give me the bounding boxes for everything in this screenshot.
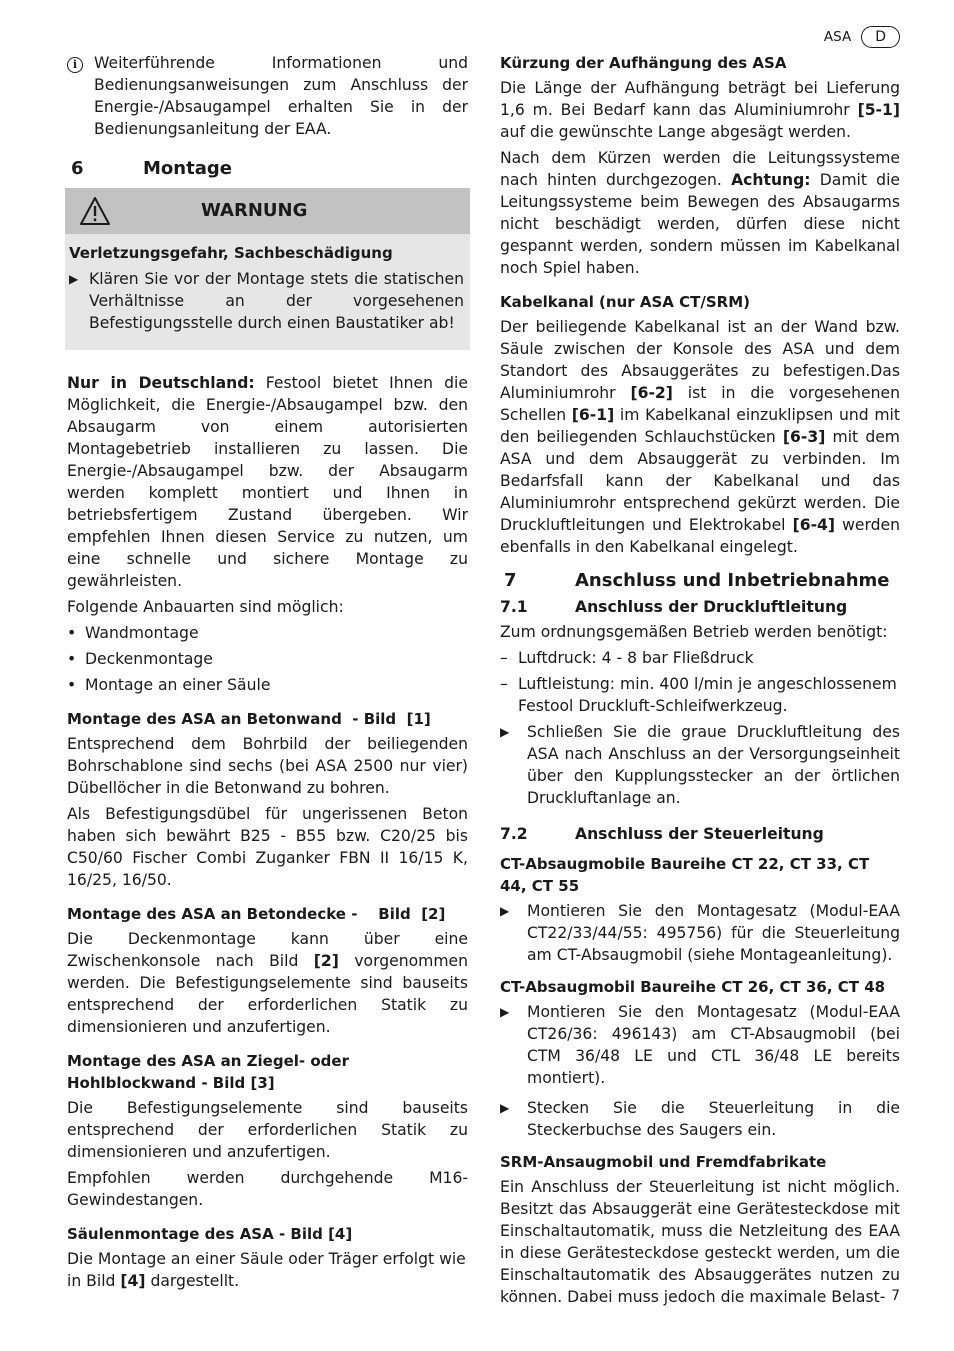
info-note (67, 52, 468, 144)
section-7-heading (500, 570, 900, 592)
warning-triangle-icon (65, 196, 139, 226)
heading-betondecke: Montage des ASA an Betondecke - Bild [2] (67, 905, 446, 923)
heading-ct22: CT-Absaugmobile Baureihe CT 22, CT 33, CT 44, CT 55 (500, 855, 870, 895)
paragraph-7-1: Zum ordnungsgemäßen Betrieb werden benötigt: (500, 623, 888, 641)
instruction-ct22: ▶ Montieren Sie den Montagesatz (Modul-EAA CT22/33/44/55: 495756) für die Steuerleitung am CT-Absaugmobil (siehe Montageanleitung). (500, 900, 900, 970)
section-7-1-title: Anschluss der Druckluftleitung (575, 598, 848, 616)
heading-kuerzung: Kürzung der Aufhängung des ASA (500, 54, 787, 72)
section-7-1-heading (500, 596, 900, 618)
instruction-ct26-1: ▶ Montieren Sie den Montagesatz (Modul-EAA CT26/36: 496143) am CT-Absaugmobil (bei CTM 36/48 LE und CTL 36/48 LE bereits montiert). (500, 1001, 900, 1093)
section-7-number: 7 (504, 570, 517, 591)
arrow-icon: ▶ (500, 1005, 510, 1019)
instruction-ct26-2: ▶ Stecken Sie die Steuerleitung in die Steckerbuchse des Saugers ein. (500, 1097, 900, 1145)
list-item: • Wandmontage (67, 624, 199, 642)
bold-label: Nur in Deutschland: (67, 374, 255, 392)
bullet-list (67, 622, 468, 696)
list-item: – Luftdruck: 4 - 8 bar Fließdruck (500, 649, 754, 667)
info-icon-wrap (67, 52, 94, 144)
list-item: – Luftleistung: min. 400 l/min je angeschlossenem Festool Druckluft-Schleifwerkzeug. (500, 675, 897, 715)
section-7-2-heading (500, 823, 900, 845)
instruction-7-1: ▶ Schließen Sie die graue Druckluftleitung des ASA nach Anschluss an der Versorgungseinheit über den Kupplungsstecker an der örtlichen Druckluftanlage an. (500, 721, 900, 813)
heading-ct26: CT-Absaugmobil Baureihe CT 26, CT 36, CT 48 (500, 978, 886, 996)
info-icon: i (67, 57, 83, 73)
right-column (500, 52, 900, 1312)
heading-srm: SRM-Ansaugmobil und Fremdfabrikate (500, 1153, 827, 1171)
section-7-2-number: 7.2 (500, 825, 528, 843)
section-6-title: Montage (143, 158, 232, 179)
paragraph-srm: Ein Anschluss der Steuerleitung ist nicht möglich. Besitzt das Absauggerät eine Gerätesteckdose mit Einschaltautomatik, muss die Netzleitung des EAA in diese Gerätesteckdose gesteckt werden, um die Einschaltautomatik des Absauggerätes nutzen zu können. Dabei muss jedoch die maximale Belast- (500, 1178, 900, 1306)
arrow-icon: ▶ (69, 272, 79, 286)
arrow-icon: ▶ (500, 904, 510, 918)
paragraph-kabelkanal: Der beiliegende Kabelkanal ist an der Wand bzw. Säule zwischen der Konsole des ASA und dem Standort des Absauggerätes zu befestigen.Das Aluminiumrohr [6-2] ist in die vorgesehenen Schellen [6-1] im Kabelkanal einzuklipsen und mit den beiliegenden Schlauchstücken [6-3] mit dem ASA und dem Absauggerät zu verbinden. Im Bedarfsfall kann der Kabelkanal und das Aluminiumrohr entsprechend gekürzt werden. Die Druckluftleitungen und Elektrokabel [6-4] werden ebenfalls in den Kabelkanal eingelegt. (500, 318, 900, 556)
paragraph-saeule: Die Montage an einer Säule oder Träger erfolgt wie in Bild [4] dargestellt. (67, 1250, 466, 1290)
section-7-title: Anschluss und Inbetriebnahme (575, 570, 890, 591)
warning-text: Klären Sie vor der Montage stets die statischen Verhältnisse an der vorgesehenen Befestigungsstelle durch einen Baustatiker ab! (89, 270, 464, 332)
page-number: 7 (891, 1288, 900, 1304)
language-badge: D (861, 26, 900, 48)
warning-subtitle: Verletzungsgefahr, Sachbeschädigung (69, 244, 393, 262)
page-header (824, 26, 900, 48)
heading-betonwand: Montage des ASA an Betonwand - Bild [1] (67, 710, 431, 728)
arrow-icon: ▶ (500, 1101, 510, 1115)
paragraph-betondecke: Die Deckenmontage kann über eine Zwischenkonsole nach Bild [2] vorgenommen werden. Die Befestigungselemente sind bauseits entsprechend der erforderlichen Statik zu dimensionieren und anzufertigen. (67, 930, 469, 1036)
warning-box (65, 188, 470, 350)
warning-title: WARNUNG (201, 200, 308, 221)
list-item: • Deckenmontage (67, 650, 213, 668)
header-section: ASA (823, 29, 852, 45)
paragraph-betonwand-2: Als Befestigungsdübel für ungerissenen Beton haben sich bewährt B25 - B55 bzw. C20/25 bis C50/60 Fischer Combi Zuganker FBN II 16/15 K, 16/25, 16/50. (67, 805, 468, 889)
arrow-icon: ▶ (500, 725, 510, 739)
heading-ziegelwand: Montage des ASA an Ziegel- oder Hohlblockwand - Bild [3] (67, 1052, 349, 1092)
paragraph-anbauarten: Folgende Anbauarten sind möglich: (67, 598, 344, 616)
list-item: • Montage an einer Säule (67, 676, 271, 694)
paragraph-ziegelwand-2: Empfohlen werden durchgehende M16-Gewindestangen. (67, 1169, 468, 1209)
paragraph-betonwand-1: Entsprechend dem Bohrbild der beiliegenden Bohrschablone sind sechs (bei ASA 2500 nur vier) Dübellöcher in die Betonwand zu bohren. (67, 735, 468, 797)
warning-body (65, 234, 470, 344)
section-7-1-number: 7.1 (500, 598, 528, 616)
info-text: Weiterführende Informationen und Bedienungsanweisungen zum Anschluss der Energie-/Absaugampel erhalten Sie in der Bedienungsanleitung der EAA. (94, 54, 468, 138)
paragraph-kuerzung-2: Nach dem Kürzen werden die Leitungssysteme nach hinten durchgezogen. Achtung: Damit die Leitungssysteme beim Bewegen des Absaugarms nicht beschädigt werden, dürfen diese nicht gespannt werden, sondern müssen im Kabelkanal noch Spiel haben. (500, 149, 900, 277)
warning-instruction (69, 268, 464, 338)
warning-header (65, 188, 470, 234)
heading-kabelkanal: Kabelkanal (nur ASA CT/SRM) (500, 293, 750, 311)
section-6-number: 6 (71, 158, 84, 179)
paragraph-germany: Nur in Deutschland: Festool bietet Ihnen die Möglichkeit, die Energie-/Absaugampel bzw. den Absaugarm von einem autorisierten Montagebetrieb installieren zu lassen. Die Energie-/Absaugampel bzw. der Absaugarm werden komplett montiert und Ihnen in betriebsfertigem Zustand übergeben. Wir empfehlen Ihnen diesen Service zu nutzen, um eine schnelle und sichere Montage zu gewährleisten. (67, 374, 468, 590)
paragraph-ziegelwand-1: Die Befestigungselemente sind bauseits entsprechend der erforderlichen Statik zu dimensionieren und anzufertigen. (67, 1099, 468, 1161)
section-7-2-title: Anschluss der Steuerleitung (575, 825, 824, 843)
heading-saeule: Säulenmontage des ASA - Bild [4] (67, 1225, 353, 1243)
left-column (67, 52, 468, 1296)
paragraph-kuerzung-1: Die Länge der Aufhängung beträgt bei Lieferung 1,6 m. Bei Bedarf kann das Aluminiumrohr [5-1] auf die gewünschte Lange abgesägt werden. (500, 79, 900, 141)
section-6-heading (67, 158, 468, 180)
